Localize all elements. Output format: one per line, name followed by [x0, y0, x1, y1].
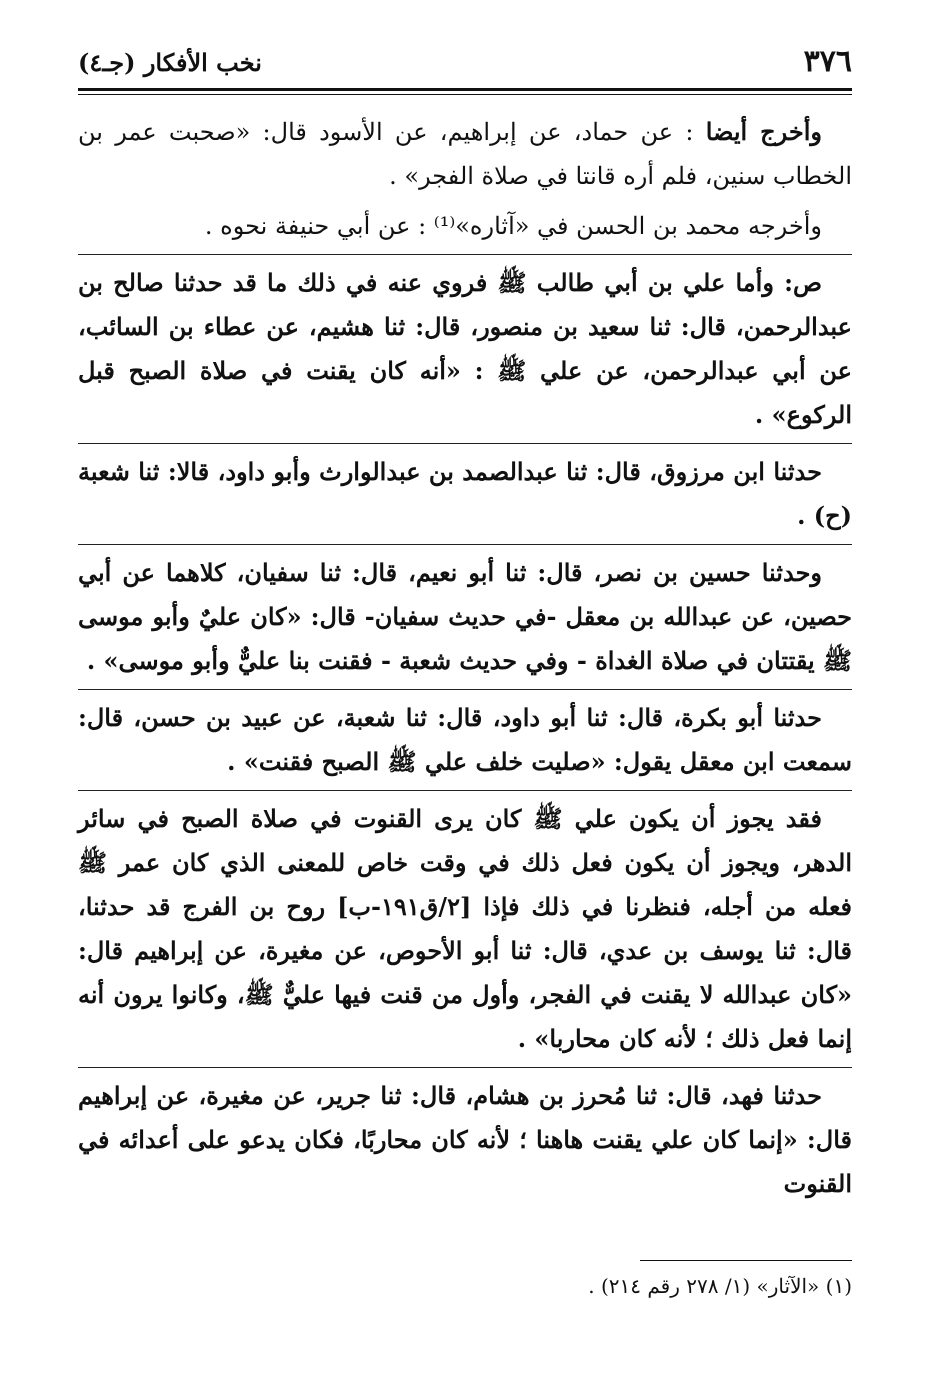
footnote-rule	[640, 1260, 852, 1261]
header-rule-thin	[78, 94, 852, 95]
page-number: ٣٧٦	[803, 44, 852, 79]
footnote: (١) «الآثار» (١/ ٢٧٨ رقم ٢١٤) .	[588, 1274, 852, 1298]
paragraph-text: وحدثنا حسين بن نصر، قال: ثنا أبو نعيم، قال: ثنا سفيان، كلاهما عن أبي حصين، عن عبدالله بن معقل -في حديث سفيان- قال: «كان عليٌ وأبو موسى ﷺ يقتتان في صلاة الغداة - وفي حديث شعبة - فقنت بنا عليٌّ وأبو موسى» .	[78, 558, 852, 675]
paragraph-text: حدثنا فهد، قال: ثنا مُحرز بن هشام، قال: ثنا جرير، عن مغيرة، عن إبراهيم قال: «إنما كان علي يقنت هاهنا ؛ لأنه كان محاربًا، فكان يدعو على أعدائه في القنوت	[78, 1081, 852, 1198]
paragraph-lead: وأخرج أيضا	[705, 117, 823, 146]
paragraph-text: : وأما علي بن أبي طالب ﷺ فروي عنه في ذلك ما قد حدثنا صالح بن عبدالرحمن، قال: ثنا سعيد بن منصور، قال: ثنا هشيم، عن عطاء بن السائب، عن أبي عبدالرحمن، عن علي ﷺ : «أنه كان يقنت في صلاة الصبح قبل الركوع» .	[78, 268, 852, 429]
body-text	[78, 110, 852, 1212]
paragraph	[78, 110, 852, 204]
paragraph	[78, 204, 852, 254]
paragraph-text: حدثنا ابن مرزوق، قال: ثنا عبدالصمد بن عبدالوارث وأبو داود، قالا: ثنا شعبة (ح) .	[78, 457, 852, 530]
paragraph-text: فقد يجوز أن يكون علي ﷺ كان يرى القنوت في صلاة الصبح في سائر الدهر، ويجوز أن يكون فعل ذلك في وقت خاص للمعنى الذي كان عمر ﷺ فعله من أجله، فنظرنا في ذلك فإذا [٢/ق١٩١-ب] روح بن الفرج قد حدثنا، قال: ثنا يوسف بن عدي، قال: ثنا أبو الأحوص، عن مغيرة، عن إبراهيم قال: «كان عبدالله لا يقنت في الفجر، وأول من قنت فيها عليٌّ ﷺ، وكانوا يرون أنه إنما فعل ذلك ؛ لأنه كان محاربا» .	[78, 804, 853, 1053]
paragraph-text: حدثنا أبو بكرة، قال: ثنا أبو داود، قال: ثنا شعبة، عن عبيد بن حسن، قال: سمعت ابن معقل يقول: «صليت خلف علي ﷺ الصبح فقنت» .	[78, 703, 852, 776]
page-header	[78, 40, 852, 88]
paragraph-text: وأخرجه محمد بن الحسن في «آثاره»⁽¹⁾ : عن أبي حنيفة نحوه .	[204, 212, 822, 240]
header-rule-thick	[78, 88, 852, 91]
paragraph	[78, 443, 852, 544]
running-title: نخب الأفكار (جـ٤)	[78, 48, 262, 77]
paragraph	[78, 544, 852, 689]
paragraph	[78, 254, 852, 443]
paragraph-lead: ص	[792, 268, 822, 297]
paragraph-text: : عن حماد، عن إبراهيم، عن الأسود قال: «صحبت عمر بن الخطاب سنين، فلم أره قانتا في صلاة الفجر» .	[78, 118, 852, 190]
paragraph	[78, 689, 852, 790]
book-page	[78, 40, 852, 1360]
paragraph	[78, 1067, 852, 1212]
paragraph	[78, 790, 852, 1067]
